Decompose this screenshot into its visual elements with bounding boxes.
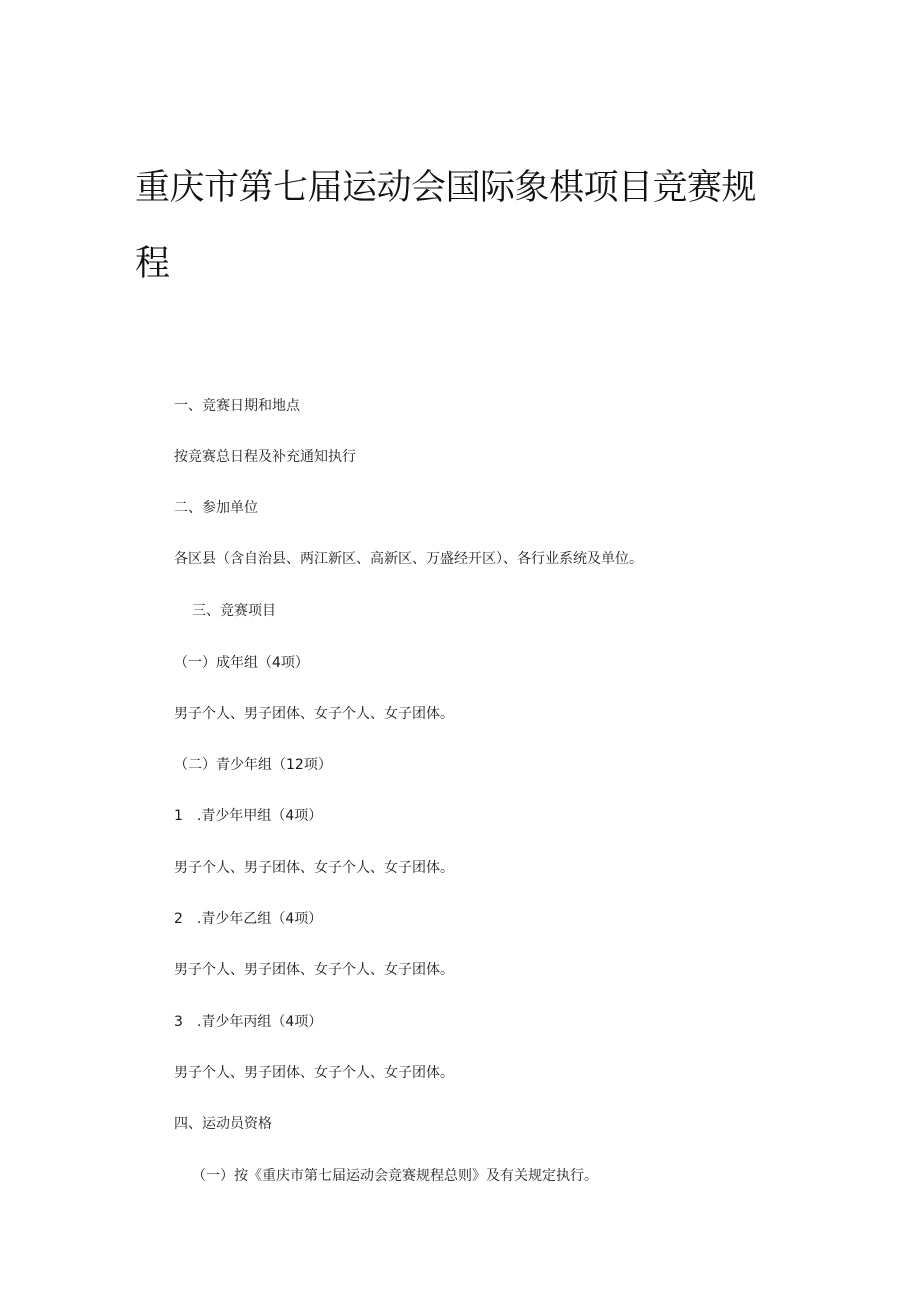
section-heading-3: 三、竞赛项目	[192, 603, 276, 619]
paragraph: （一）按《重庆市第七届运动会竞赛规程总则》及有关规定执行。	[192, 1168, 598, 1184]
section-heading-1: 一、竞赛日期和地点	[174, 398, 300, 414]
section-heading-4: 四、运动员资格	[174, 1116, 272, 1132]
paragraph: 男子个人、男子团体、女子个人、女子团体。	[174, 706, 454, 722]
paragraph: 男子个人、男子团体、女子个人、女子团体。	[174, 962, 454, 978]
subsection-heading: （一）成年组（4项）	[174, 655, 309, 671]
list-item-heading: 3 .青少年丙组（4项）	[174, 1014, 323, 1030]
document-title: 重庆市第七届运动会国际象棋项目竞赛规程	[135, 168, 757, 284]
paragraph: 各区县（含自治县、两江新区、高新区、万盛经开区）、各行业系统及单位。	[174, 551, 643, 567]
subsection-heading: （二）青少年组（12项）	[174, 757, 332, 773]
paragraph: 按竞赛总日程及补充通知执行	[174, 449, 356, 465]
section-heading-2: 二、参加单位	[174, 500, 258, 516]
list-item-heading: 1 .青少年甲组（4项）	[174, 808, 323, 824]
list-item-heading: 2 .青少年乙组（4项）	[174, 911, 323, 927]
paragraph: 男子个人、男子团体、女子个人、女子团体。	[174, 860, 454, 876]
paragraph: 男子个人、男子团体、女子个人、女子团体。	[174, 1065, 454, 1081]
